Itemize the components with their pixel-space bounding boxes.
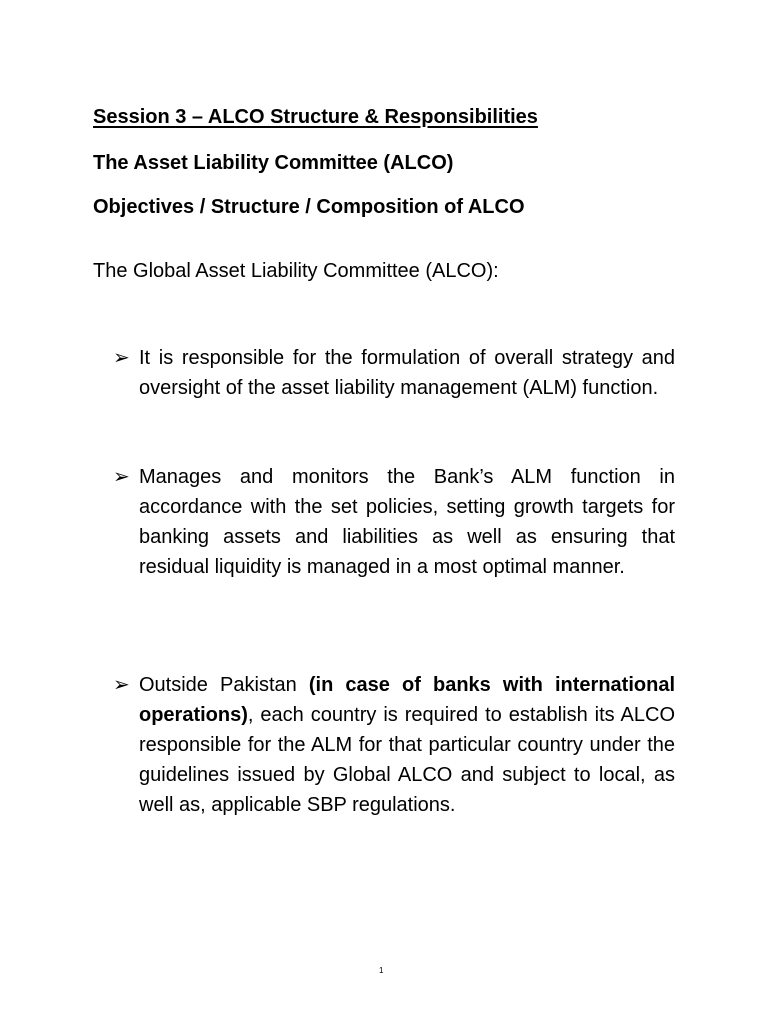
session-title: Session 3 – ALCO Structure & Responsibilities [93, 106, 538, 128]
arrow-bullet-icon: ➢ [113, 347, 130, 369]
bullet-text-start: Outside Pakistan [139, 674, 309, 696]
bullet-item-responsibility [113, 343, 675, 403]
intro-text: The Global Asset Liability Committee (ALCO): [93, 260, 499, 282]
arrow-bullet-icon: ➢ [113, 674, 130, 696]
bullet-text-end: , each country is required to establish its ALCO responsible for the ALM for that particular country under the guidelines issued by Global ALCO and subject to local, as well as, applicable SBP regulations. [139, 704, 675, 816]
bullet-item-management [113, 462, 675, 582]
bullet-text: It is responsible for the formulation of overall strategy and oversight of the asset liability management (ALM) function. [139, 347, 675, 399]
bullet-text [139, 670, 675, 820]
bullet-item-international [113, 670, 675, 820]
objectives-heading: Objectives / Structure / Composition of ALCO [93, 196, 525, 218]
page-number: 1 [379, 966, 384, 975]
bullet-text-bold: (in case of banks with international operations) [139, 674, 676, 726]
arrow-bullet-icon: ➢ [113, 466, 130, 488]
bullet-text: Manages and monitors the Bank’s ALM function in accordance with the set policies, setting growth targets for banking assets and liabilities as well as ensuring that residual liquidity is managed in a most optimal manner. [139, 466, 675, 578]
committee-heading: The Asset Liability Committee (ALCO) [93, 152, 454, 174]
